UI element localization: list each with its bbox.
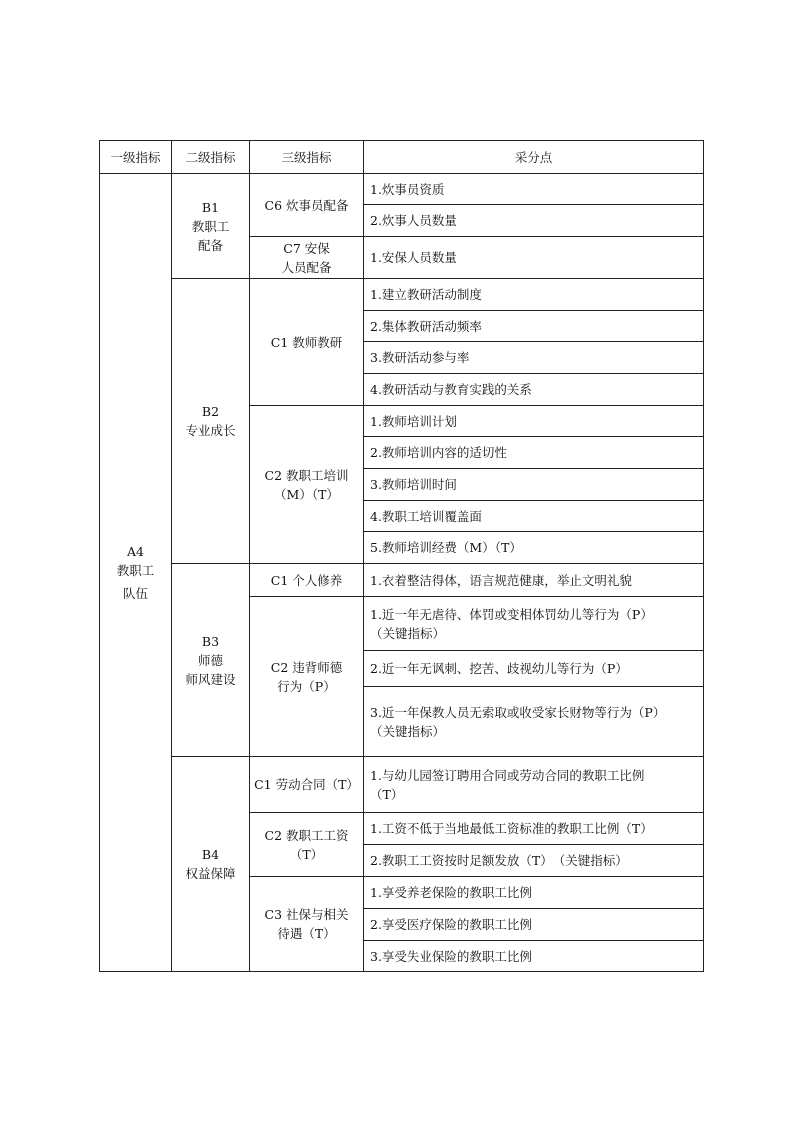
table-row bbox=[100, 279, 704, 311]
table-row bbox=[100, 174, 704, 205]
point-b1-c7-1: 1.安保人员数量 bbox=[364, 237, 704, 279]
point-b4-c1-1-line2: （T） bbox=[370, 786, 404, 802]
b2-c2-line1: C2 教职工培训 bbox=[264, 467, 349, 483]
b2-line1: 专业成长 bbox=[185, 423, 236, 438]
a4-line2: 队伍 bbox=[122, 586, 148, 601]
indicator-b2-c1: C1 教师教研 bbox=[250, 279, 364, 406]
point-b2-c2-4: 4.教职工培训覆盖面 bbox=[364, 501, 704, 532]
point-b3-c2-1-line1: 1.近一年无虐待、体罚或变相体罚幼儿等行为（P） bbox=[370, 606, 653, 622]
point-b2-c2-1: 1.教师培训计划 bbox=[364, 406, 704, 437]
table-row bbox=[100, 757, 704, 813]
point-b2-c1-1: 1.建立教研活动制度 bbox=[364, 279, 704, 311]
point-b4-c3-1: 1.享受养老保险的教职工比例 bbox=[364, 877, 704, 909]
header-points: 采分点 bbox=[364, 141, 704, 174]
b2-code: B2 bbox=[201, 404, 220, 419]
indicator-table bbox=[99, 140, 704, 972]
table-row bbox=[100, 564, 704, 597]
indicator-b4-c2 bbox=[250, 813, 364, 877]
point-b2-c1-3: 3.教研活动参与率 bbox=[364, 342, 704, 374]
indicator-b1-c6: C6 炊事员配备 bbox=[250, 174, 364, 237]
indicator-b3-c2 bbox=[250, 597, 364, 757]
indicator-b4-c3 bbox=[250, 877, 364, 972]
point-b4-c1-1 bbox=[364, 757, 704, 813]
point-b3-c2-3 bbox=[364, 687, 704, 757]
point-b4-c3-3: 3.享受失业保险的教职工比例 bbox=[364, 941, 704, 972]
indicator-b4-c1: C1 劳动合同（T） bbox=[250, 757, 364, 813]
header-level3: 三级指标 bbox=[250, 141, 364, 174]
point-b2-c2-3: 3.教师培训时间 bbox=[364, 469, 704, 501]
b4-code: B4 bbox=[201, 847, 220, 862]
header-level1: 一级指标 bbox=[100, 141, 172, 174]
point-b4-c1-1-line1: 1.与幼儿园签订聘用合同或劳动合同的教职工比例 bbox=[370, 767, 645, 783]
indicator-b2-c2 bbox=[250, 406, 364, 564]
b1-c7-line2: 人员配备 bbox=[281, 259, 332, 275]
point-b2-c2-2: 2.教师培训内容的适切性 bbox=[364, 437, 704, 469]
b3-c2-line1: C2 违背师德 bbox=[270, 659, 343, 675]
indicator-b3-c1: C1 个人修养 bbox=[250, 564, 364, 597]
indicator-b1 bbox=[172, 174, 250, 279]
a4-line1: 教职工 bbox=[116, 563, 155, 578]
point-b3-c1-1: 1.衣着整洁得体，语言规范健康，举止文明礼貌 bbox=[364, 564, 704, 597]
b1-c7-line1: C7 安保 bbox=[283, 240, 330, 256]
header-level2: 二级指标 bbox=[172, 141, 250, 174]
point-b1-c6-2: 2.炊事人员数量 bbox=[364, 205, 704, 237]
point-b1-c6-1: 1.炊事员资质 bbox=[364, 174, 704, 205]
b3-c2-line2: 行为（P） bbox=[277, 678, 336, 694]
b1-code: B1 bbox=[201, 199, 220, 215]
point-b3-c2-2: 2.近一年无讽刺、挖苦、歧视幼儿等行为（P） bbox=[364, 651, 704, 687]
point-b3-c2-1 bbox=[364, 597, 704, 651]
point-b4-c2-2: 2.教职工工资按时足额发放（T） （关键指标） bbox=[364, 845, 704, 877]
indicator-b1-c7 bbox=[250, 237, 364, 279]
b4-c3-line2: 待遇（T） bbox=[277, 926, 336, 941]
b3-line1: 师德 bbox=[197, 652, 223, 668]
indicator-b2 bbox=[172, 279, 250, 564]
point-b3-c2-3-line2: （关键指标） bbox=[370, 723, 446, 739]
a4-code: A4 bbox=[127, 544, 144, 559]
b4-c3-line1: C3 社保与相关 bbox=[264, 907, 349, 922]
point-b3-c2-3-line1: 3.近一年保教人员无索取或收受家长财物等行为（P） bbox=[370, 704, 666, 720]
b3-code: B3 bbox=[201, 633, 220, 649]
point-b3-c2-1-line2: （关键指标） bbox=[370, 625, 446, 641]
b1-line1: 教职工 bbox=[191, 218, 230, 234]
point-b2-c2-5: 5.教师培训经费（M）（T） bbox=[364, 532, 704, 564]
point-b4-c3-2: 2.享受医疗保险的教职工比例 bbox=[364, 909, 704, 941]
point-b2-c1-2: 2.集体教研活动频率 bbox=[364, 311, 704, 342]
indicator-a4 bbox=[100, 174, 172, 972]
table-header-row bbox=[100, 141, 704, 174]
b4-line1: 权益保障 bbox=[185, 866, 236, 881]
b4-c2-line1: C2 教职工工资 bbox=[264, 827, 349, 843]
b2-c2-line2: （M）（T） bbox=[274, 486, 339, 502]
point-b2-c1-4: 4.教研活动与教育实践的关系 bbox=[364, 374, 704, 406]
b3-line2: 师风建设 bbox=[185, 671, 236, 687]
b4-c2-line2: （T） bbox=[289, 846, 324, 862]
point-b4-c2-1: 1.工资不低于当地最低工资标准的教职工比例（T） bbox=[364, 813, 704, 845]
b1-line2: 配备 bbox=[197, 237, 223, 253]
indicator-b3 bbox=[172, 564, 250, 757]
indicator-b4 bbox=[172, 757, 250, 972]
